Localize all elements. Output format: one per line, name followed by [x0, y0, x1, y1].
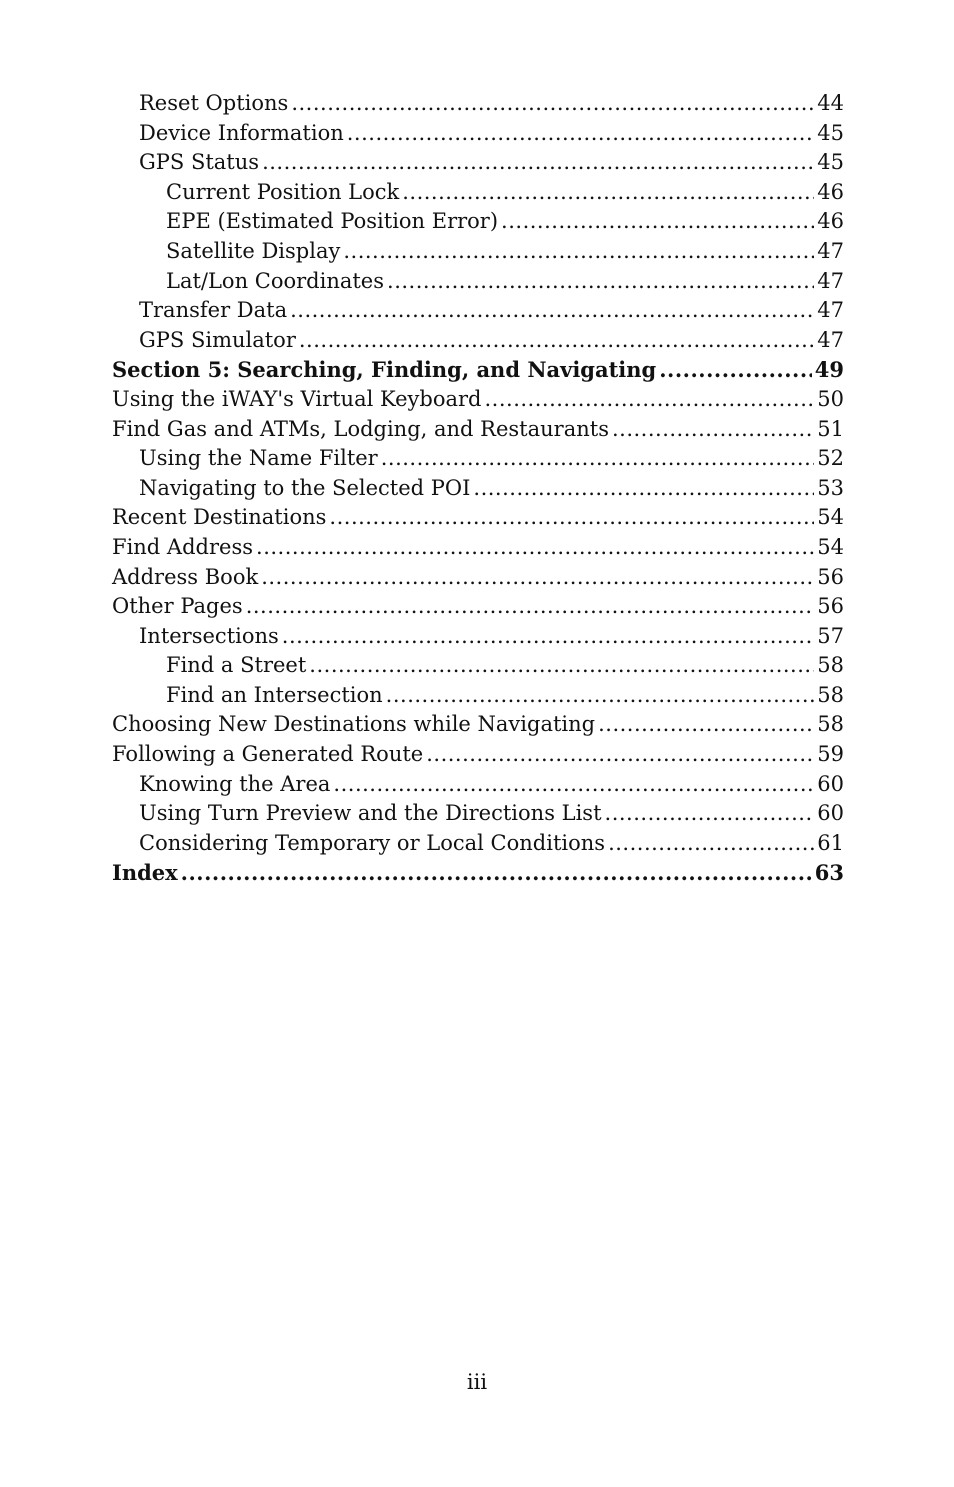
toc-entry-title: Lat/Lon Coordinates: [166, 268, 385, 293]
toc-entry-title: Current Position Lock: [166, 179, 400, 204]
toc-entry-page-number: 49: [814, 357, 844, 383]
toc-entry-page-number: 51: [817, 416, 844, 441]
toc-entry-page-number: 59: [817, 742, 844, 767]
toc-entry[interactable]: [112, 415, 844, 445]
toc-entry-page-number: 45: [817, 120, 844, 145]
toc-entry-page-number: 47: [817, 298, 844, 323]
toc-entry-title: Navigating to the Selected POI: [139, 475, 471, 500]
toc-entry[interactable]: [112, 119, 844, 149]
toc-entry-page-number: 63: [814, 860, 844, 886]
toc-entry-title: Following a Generated Route: [112, 742, 424, 767]
toc-entry[interactable]: [112, 237, 844, 267]
page-number: iii: [466, 1370, 488, 1394]
dot-leader: [347, 119, 815, 149]
dot-leader: [333, 770, 814, 800]
dot-leader: [387, 267, 814, 297]
dot-leader: [343, 237, 814, 267]
toc-entry-page-number: 52: [817, 446, 844, 471]
toc-entry-title: Device Information: [139, 120, 344, 145]
table-of-contents: [112, 89, 844, 888]
toc-entry[interactable]: [112, 622, 844, 652]
toc-entry-title: Section 5: Searching, Finding, and Navigating: [112, 357, 657, 383]
toc-entry[interactable]: [112, 385, 844, 415]
toc-entry-title: Recent Destinations: [112, 505, 327, 530]
toc-entry[interactable]: [112, 710, 844, 740]
toc-entry-title: Satellite Display: [166, 238, 341, 263]
toc-entry-page-number: 60: [817, 771, 844, 796]
dot-leader: [608, 829, 814, 859]
dot-leader: [501, 207, 814, 237]
toc-entry-page-number: 54: [817, 534, 844, 559]
toc-entry-title: Choosing New Destinations while Navigating: [112, 712, 596, 737]
toc-entry[interactable]: [112, 178, 844, 208]
toc-entry-page-number: 61: [817, 830, 844, 855]
toc-entry-title: Using Turn Preview and the Directions List: [139, 801, 602, 826]
dot-leader: [426, 740, 814, 770]
toc-entry[interactable]: [112, 148, 844, 178]
dot-leader: [262, 148, 814, 178]
toc-entry-page-number: 46: [817, 209, 844, 234]
dot-leader: [329, 503, 814, 533]
toc-entry[interactable]: [112, 563, 844, 593]
toc-entry[interactable]: [112, 858, 844, 888]
toc-entry[interactable]: [112, 533, 844, 563]
toc-entry-page-number: 56: [817, 564, 844, 589]
toc-entry-title: Index: [112, 860, 178, 886]
toc-entry-title: EPE (Estimated Position Error): [166, 209, 499, 234]
toc-entry[interactable]: [112, 207, 844, 237]
toc-entry-page-number: 47: [817, 238, 844, 263]
dot-leader: [291, 89, 814, 119]
dot-leader: [473, 474, 814, 504]
toc-entry-page-number: 56: [817, 594, 844, 619]
dot-leader: [282, 622, 814, 652]
toc-entry-page-number: 54: [817, 505, 844, 530]
toc-entry[interactable]: [112, 592, 844, 622]
dot-leader: [659, 355, 812, 385]
toc-entry-page-number: 58: [817, 682, 844, 707]
toc-entry-page-number: 47: [817, 268, 844, 293]
dot-leader: [605, 799, 815, 829]
toc-entry-title: Find an Intersection: [166, 682, 383, 707]
toc-entry-title: Considering Temporary or Local Conditions: [139, 830, 606, 855]
toc-entry[interactable]: [112, 474, 844, 504]
toc-entry[interactable]: [112, 267, 844, 297]
toc-entry-page-number: 45: [817, 150, 844, 175]
toc-entry-page-number: 58: [817, 653, 844, 678]
toc-entry-page-number: 53: [817, 475, 844, 500]
toc-entry[interactable]: [112, 829, 844, 859]
toc-entry-page-number: 60: [817, 801, 844, 826]
dot-leader: [181, 858, 812, 888]
toc-entry[interactable]: [112, 503, 844, 533]
toc-entry[interactable]: [112, 355, 844, 385]
toc-entry-title: GPS Simulator: [139, 327, 296, 352]
toc-entry-title: Reset Options: [139, 91, 289, 115]
dot-leader: [402, 178, 814, 208]
toc-entry[interactable]: [112, 799, 844, 829]
toc-entry-page-number: 44: [817, 91, 844, 115]
toc-entry-title: Transfer Data: [139, 298, 288, 323]
toc-entry-title: Using the iWAY's Virtual Keyboard: [112, 386, 482, 411]
dot-leader: [381, 444, 815, 474]
dot-leader: [309, 651, 814, 681]
toc-entry[interactable]: [112, 651, 844, 681]
toc-entry-page-number: 57: [817, 623, 844, 648]
toc-entry[interactable]: [112, 740, 844, 770]
toc-entry-title: Other Pages: [112, 594, 243, 619]
toc-entry-title: GPS Status: [139, 150, 260, 175]
dot-leader: [256, 533, 814, 563]
toc-entry-page-number: 50: [817, 386, 844, 411]
toc-entry-title: Using the Name Filter: [139, 446, 378, 471]
dot-leader: [612, 415, 814, 445]
dot-leader: [598, 710, 814, 740]
toc-entry[interactable]: [112, 770, 844, 800]
toc-entry-title: Knowing the Area: [139, 771, 331, 796]
toc-entry[interactable]: [112, 326, 844, 356]
dot-leader: [299, 326, 814, 356]
toc-entry-title: Address Book: [112, 564, 259, 589]
dot-leader: [386, 681, 815, 711]
toc-entry-page-number: 58: [817, 712, 844, 737]
toc-entry-page-number: 46: [817, 179, 844, 204]
toc-entry[interactable]: [112, 89, 844, 119]
toc-entry-title: Find Gas and ATMs, Lodging, and Restaurants: [112, 416, 609, 441]
toc-entry[interactable]: [112, 444, 844, 474]
dot-leader: [261, 563, 814, 593]
toc-entry-title: Find a Street: [166, 653, 307, 678]
toc-entry-title: Intersections: [139, 623, 279, 648]
toc-entry[interactable]: [112, 681, 844, 711]
dot-leader: [246, 592, 815, 622]
dot-leader: [290, 296, 814, 326]
toc-entry-title: Find Address: [112, 534, 254, 559]
dot-leader: [485, 385, 815, 415]
toc-entry-page-number: 47: [817, 327, 844, 352]
toc-entry[interactable]: [112, 296, 844, 326]
